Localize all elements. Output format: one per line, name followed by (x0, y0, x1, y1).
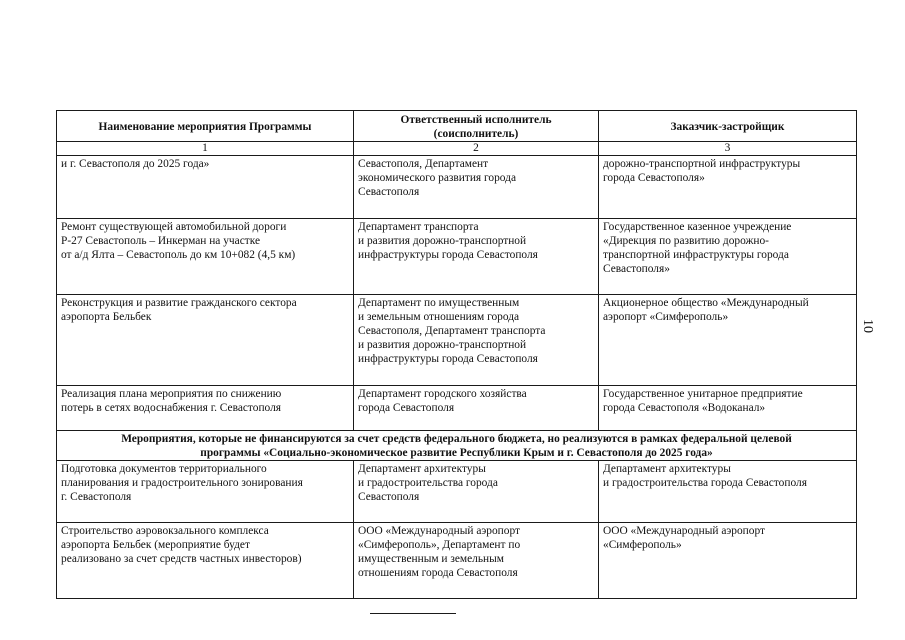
program-activities-table (56, 110, 857, 599)
responsible-executor-cell: Севастополя, Департамент экономического развития города Севастополя (354, 156, 599, 219)
footnote-separator-line (370, 613, 456, 614)
column-number: 3 (599, 142, 857, 156)
table-row (57, 461, 857, 523)
customer-developer-cell: Государственное унитарное предприятие города Севастополя «Водоканал» (599, 386, 857, 431)
customer-developer-cell: дорожно-транспортной инфраструктуры города Севастополя» (599, 156, 857, 219)
column-number: 2 (354, 142, 599, 156)
section-heading-row (57, 431, 857, 461)
activity-name-cell: Реализация плана мероприятия по снижению потерь в сетях водоснабжения г. Севастополя (57, 386, 354, 431)
customer-developer-cell: Департамент архитектуры и градостроительства города Севастополя (599, 461, 857, 523)
customer-developer-cell: Государственное казенное учреждение «Дирекция по развитию дорожно- транспортной инфраструктуры города Севастополя» (599, 219, 857, 295)
activity-name-cell: Строительство аэровокзального комплекса аэропорта Бельбек (мероприятие будет реализовано за счет средств частных инвесторов) (57, 523, 354, 599)
table-row (57, 295, 857, 386)
customer-developer-cell: Акционерное общество «Международный аэропорт «Симферополь» (599, 295, 857, 386)
responsible-executor-cell: Департамент городского хозяйства города Севастополя (354, 386, 599, 431)
header-customer-developer: Заказчик-застройщик (599, 111, 857, 142)
table-header-row (57, 111, 857, 142)
activity-name-cell: Реконструкция и развитие гражданского сектора аэропорта Бельбек (57, 295, 354, 386)
activity-name-cell: Ремонт существующей автомобильной дороги Р-27 Севастополь – Инкерман на участке от а/д Ялта – Севастополь до км 10+082 (4,5 км) (57, 219, 354, 295)
table-row (57, 523, 857, 599)
responsible-executor-cell: Департамент транспорта и развития дорожно-транспортной инфраструктуры города Севастополя (354, 219, 599, 295)
responsible-executor-cell: Департамент по имущественным и земельным отношениям города Севастополя, Департамент транспорта и развития дорожно-транспортной инфраструктуры города Севастополя (354, 295, 599, 386)
header-responsible-executor: Ответственный исполнитель (соисполнитель) (354, 111, 599, 142)
table-row (57, 386, 857, 431)
responsible-executor-cell: ООО «Международный аэропорт «Симферополь», Департамент по имущественным и земельным отношениям города Севастополя (354, 523, 599, 599)
header-activity-name: Наименование мероприятия Программы (57, 111, 354, 142)
page-number: 10 (860, 319, 875, 333)
activity-name-cell: и г. Севастополя до 2025 года» (57, 156, 354, 219)
table-row (57, 156, 857, 219)
section-heading: Мероприятия, которые не финансируются за счет средств федерального бюджета, но реализуются в рамках федеральной целевой программы «Социально-экономическое развитие Республики Крым и г. Севастополя до 2025 года» (57, 431, 857, 461)
responsible-executor-cell: Департамент архитектуры и градостроительства города Севастополя (354, 461, 599, 523)
customer-developer-cell: ООО «Международный аэропорт «Симферополь» (599, 523, 857, 599)
column-number: 1 (57, 142, 354, 156)
column-number-row (57, 142, 857, 156)
activity-name-cell: Подготовка документов территориального планирования и градостроительного зонирования г. Севастополя (57, 461, 354, 523)
table-row (57, 219, 857, 295)
